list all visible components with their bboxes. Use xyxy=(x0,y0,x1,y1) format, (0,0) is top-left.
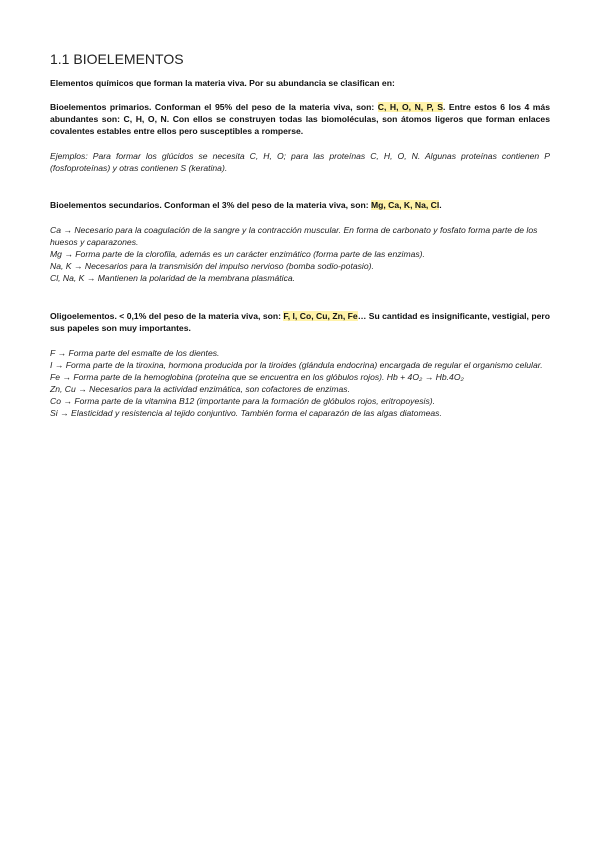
list-item: Fe → Forma parte de la hemoglobina (proteína que se encuentra en los glóbulos rojos). Hb + 4O₂ → Hb.4O₂ xyxy=(50,372,464,382)
secundarios-paragraph xyxy=(50,199,550,211)
page-title: 1.1 BIOELEMENTOS xyxy=(50,51,184,67)
list-item: Na, K → Necesarios para la transmisión del impulso nervioso (bomba sodio-potasio). xyxy=(50,261,374,271)
oligo-list xyxy=(50,347,550,419)
primarios-text-after: . Entre estos 6 los 4 más abundantes son: C, H, O, N. Con ellos se construyen todas las biomoléculas, son átomos ligeros que forman enlaces covalentes estables entre ellos pero susceptibles a romperse. xyxy=(50,102,550,136)
list-item: F → Forma parte del esmalte de los dientes. xyxy=(50,348,220,358)
primarios-highlight: C, H, O, N, P, S xyxy=(377,102,443,112)
list-item: Cl, Na, K → Mantienen la polaridad de la membrana plasmática. xyxy=(50,273,296,283)
list-item: Si → Elasticidad y resistencia al tejido conjuntivo. También forma el caparazón de las algas diatomeas. xyxy=(50,408,442,418)
list-item: Zn, Cu → Necesarios para la actividad enzimática, son cofactores de enzimas. xyxy=(50,384,350,394)
intro-text: Elementos químicos que forman la materia viva. Por su abundancia se clasifican en: xyxy=(50,78,395,88)
oligo-text-before: < 0,1% del peso de la materia viva, son: xyxy=(116,311,284,321)
oligo-highlight: F, I, Co, Cu, Zn, Fe xyxy=(283,311,358,321)
secundarios-text-after: . xyxy=(439,200,442,210)
oligo-paragraph xyxy=(50,310,550,334)
secundarios-label: Bioelementos secundarios. xyxy=(50,200,162,210)
list-item: Ca → Necesario para la coagulación de la sangre y la contracción muscular. En forma de carbonato y fosfato forma parte de los huesos y caparazones. xyxy=(50,225,538,247)
list-item: I → Forma parte de la tiroxina, hormona producida por la tiroides (glándula endocrina) encargada de regular el organismo celular. xyxy=(50,360,543,370)
list-item: Mg → Forma parte de la clorofila, además es un carácter enzimático (forma parte de las enzimas). xyxy=(50,249,425,259)
secundarios-highlight: Mg, Ca, K, Na, Cl xyxy=(370,200,440,210)
primarios-paragraph xyxy=(50,101,550,137)
list-item: Co → Forma parte de la vitamina B12 (importante para la formación de glóbulos rojos, eritropoyesis). xyxy=(50,396,435,406)
primarios-text-before: Conforman el 95% del peso de la materia viva, son: xyxy=(151,102,378,112)
primarios-label: Bioelementos primarios. xyxy=(50,102,152,112)
oligo-text-after: … Su cantidad es insignificante, vestigial, pero sus papeles son muy importantes. xyxy=(50,311,550,333)
primarios-example: Ejemplos: Para formar los glúcidos se necesita C, H, O; para las proteínas C, H, O, N. Algunas proteínas contienen P (fosfoproteínas) y otras contienen S (keratina). xyxy=(50,151,550,173)
secundarios-list xyxy=(50,224,550,284)
secundarios-text-before: Conforman el 3% del peso de la materia viva, son: xyxy=(161,200,371,210)
oligo-label: Oligoelementos. xyxy=(50,311,117,321)
